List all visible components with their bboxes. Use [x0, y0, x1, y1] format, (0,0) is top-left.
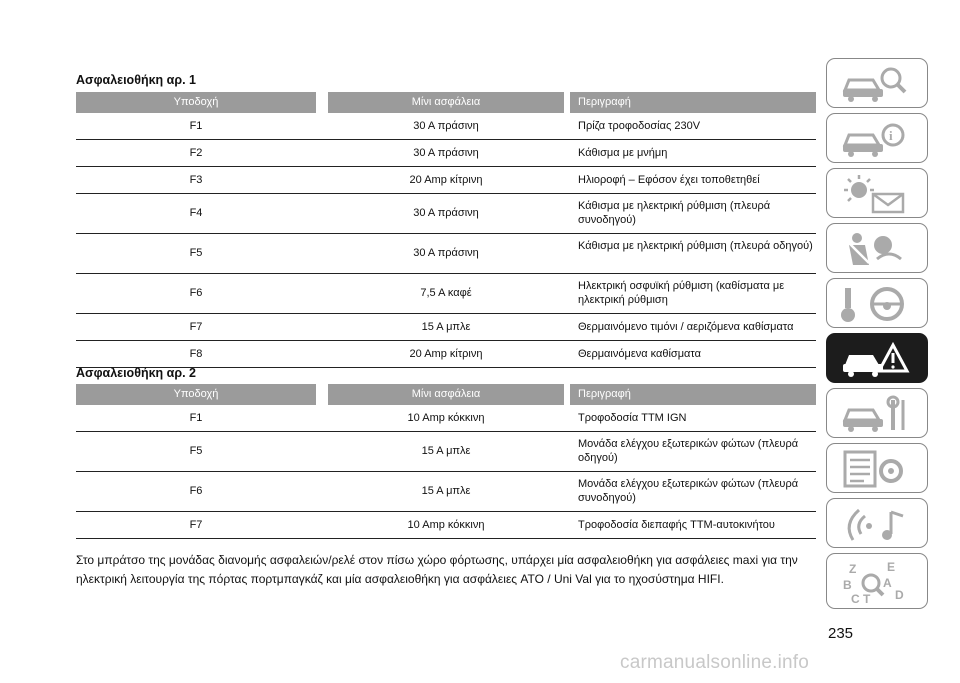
table-row: [76, 512, 816, 539]
slot-cell: F6: [189, 287, 203, 299]
slot-cell: F7: [189, 519, 203, 531]
fuse-cell: 15 A μπλε: [421, 445, 471, 457]
fuse-cell: 30 A πράσινη: [413, 247, 479, 259]
table-row: [76, 341, 816, 368]
description-cell: Κάθισμα με ηλεκτρική ρύθμιση (πλευρά οδηγού): [578, 240, 813, 252]
tab-dashboard[interactable]: [826, 58, 928, 108]
table-row: [76, 234, 816, 274]
section-title-fusebox-1: Ασφαλειοθήκη αρ. 1: [76, 73, 196, 87]
fuse-cell: 30 A πράσινη: [413, 147, 479, 159]
section-title-fusebox-2: Ασφαλειοθήκη αρ. 2: [76, 366, 196, 380]
fuse-cell: 10 Amp κόκκινη: [407, 519, 485, 531]
multimedia-icon: [839, 504, 917, 544]
header-minifuse: Μίνι ασφάλεια: [328, 92, 564, 113]
fuse-cell: 20 Amp κίτρινη: [409, 174, 483, 186]
slot-cell: F5: [189, 247, 203, 259]
description-cell: Κάθισμα με ηλεκτρική ρύθμιση (πλευρά συνοδηγού): [578, 200, 771, 226]
slot-cell: F8: [189, 348, 203, 360]
header-description: Περιγραφή: [570, 384, 816, 405]
description-cell: Μονάδα ελέγχου εξωτερικών φώτων (πλευρά συνοδηγού): [578, 478, 799, 504]
fuse-cell: 30 A πράσινη: [413, 207, 479, 219]
description-cell: Τροφοδοσία TTM IGN: [578, 412, 687, 424]
table-row: [76, 405, 816, 432]
header-minifuse: Μίνι ασφάλεια: [328, 384, 564, 405]
car-info-icon: [839, 119, 917, 159]
slot-cell: F1: [189, 412, 203, 424]
slot-cell: F7: [189, 321, 203, 333]
car-emergency-icon: [839, 339, 917, 379]
slot-cell: F4: [189, 207, 203, 219]
description-cell: Ηλιοροφή – Εφόσον έχει τοποθετηθεί: [578, 174, 760, 186]
table-row: [76, 274, 816, 314]
index-letter-c: C: [851, 592, 860, 605]
fuse-cell: 20 Amp κίτρινη: [409, 348, 483, 360]
index-letter-b: B: [843, 578, 852, 592]
description-cell: Θερμαινόμενα καθίσματα: [578, 348, 701, 360]
description-cell: Μονάδα ελέγχου εξωτερικών φώτων (πλευρά οδηγού): [578, 438, 799, 464]
alphabetical-index-icon: [839, 559, 917, 605]
fuse-cell: 10 Amp κόκκινη: [407, 412, 485, 424]
description-cell: Ηλεκτρική οσφυϊκή ρύθμιση (καθίσματα με ηλεκτρική ρύθμιση: [578, 280, 785, 306]
tab-getting-to-know[interactable]: [826, 113, 928, 163]
table-row: [76, 167, 816, 194]
tab-starting-driving[interactable]: [826, 278, 928, 328]
index-letter-a: A: [883, 576, 892, 590]
slot-cell: F2: [189, 147, 203, 159]
svg-text:i: i: [889, 128, 893, 143]
index-letter-t: T: [863, 592, 871, 605]
page-number: 235: [828, 625, 854, 642]
fuse-cell: 30 A πράσινη: [413, 120, 479, 132]
steering-wheel-icon: [839, 284, 917, 324]
description-cell: Θερμαινόμενο τιμόνι / αεριζόμενα καθίσματα: [578, 321, 794, 333]
table-row: [76, 314, 816, 341]
table-header: [76, 384, 816, 405]
fuse-table-1: [76, 92, 816, 368]
fuse-cell: 7,5 A καφέ: [420, 287, 472, 299]
table-row: [76, 194, 816, 234]
tab-safety[interactable]: [826, 223, 928, 273]
slot-cell: F5: [189, 445, 203, 457]
index-letter-e: E: [887, 560, 896, 574]
slot-cell: F6: [189, 485, 203, 497]
table-header: [76, 92, 816, 113]
description-cell: Κάθισμα με μνήμη: [578, 147, 668, 159]
airbag-seatbelt-icon: [839, 229, 917, 269]
tab-servicing[interactable]: [826, 388, 928, 438]
tab-index[interactable]: [826, 553, 928, 609]
fuse-cell: 15 A μπλε: [421, 321, 471, 333]
fuse-cell: 15 A μπλε: [421, 485, 471, 497]
description-cell: Τροφοδοσία διεπαφής TTM-αυτοκινήτου: [578, 519, 775, 531]
slot-cell: F1: [189, 120, 203, 132]
car-service-icon: [839, 394, 917, 434]
index-letter-d: D: [895, 588, 904, 602]
description-cell: Πρίζα τροφοδοσίας 230V: [578, 120, 701, 132]
index-letter-z: Z: [849, 562, 857, 576]
table-row: [76, 113, 816, 140]
header-slot: Υποδοχή: [76, 384, 316, 405]
specifications-icon: [839, 449, 917, 489]
header-description: Περιγραφή: [570, 92, 816, 113]
body-paragraph: Στο μπράτσο της μονάδας διανομής ασφαλειών/ρελέ στον πίσω χώρο φόρτωσης, υπάρχει μία ασφαλειοθήκη για ασφάλειες maxi για την ηλεκτρική λειτουργία της πόρτας πορτμπαγκάζ και μία ασφαλειοθήκη για ασφάλειες ATO / Uni Val για το ηχοσύστημα HIFI.: [76, 553, 798, 586]
tab-in-an-emergency[interactable]: [826, 333, 928, 383]
table-row: [76, 432, 816, 472]
tab-warning-lights[interactable]: [826, 168, 928, 218]
table-row: [76, 140, 816, 167]
header-slot: Υποδοχή: [76, 92, 316, 113]
slot-cell: F3: [189, 174, 203, 186]
tab-multimedia[interactable]: [826, 498, 928, 548]
car-search-icon: [839, 64, 917, 104]
watermark: carmanualsonline.info: [620, 652, 810, 673]
fuse-table-2: [76, 384, 816, 539]
tab-technical-specifications[interactable]: [826, 443, 928, 493]
light-message-icon: [839, 174, 917, 214]
table-row: [76, 472, 816, 512]
